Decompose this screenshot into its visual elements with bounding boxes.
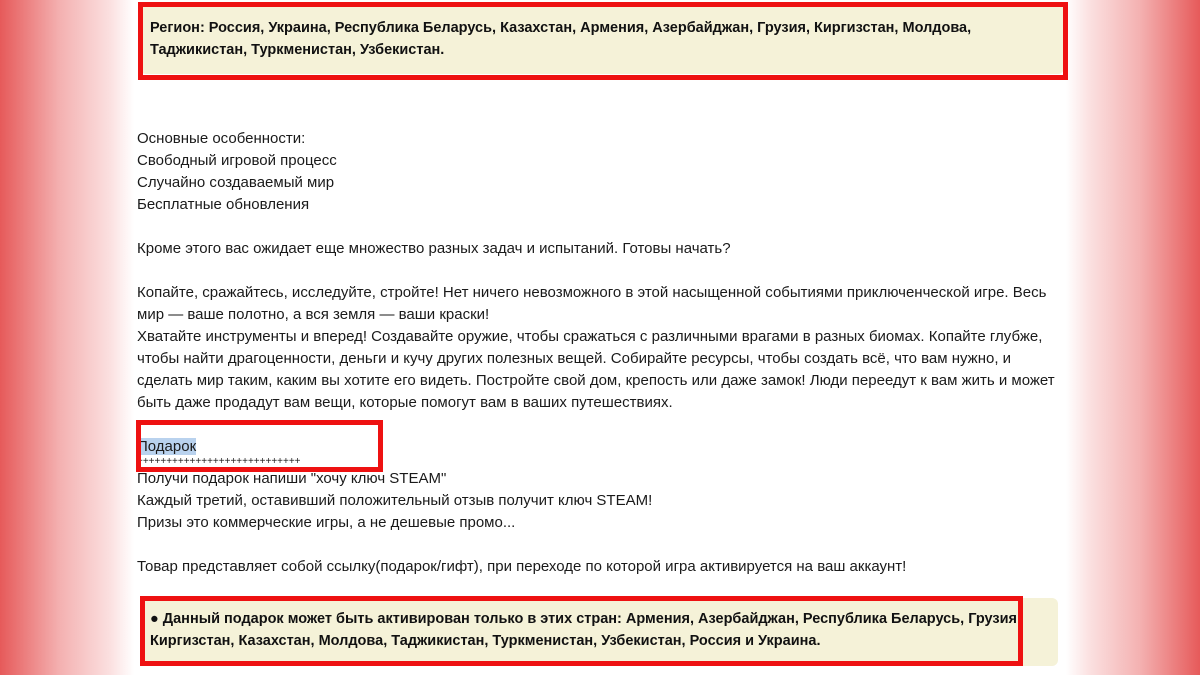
gift-label: Подарок xyxy=(137,438,197,455)
activation-highlight-frame xyxy=(140,596,1023,666)
description-paragraph: Хватайте инструменты и вперед! Создавайте оружие, чтобы сражаться с различными врагами в разных биомах. Копайте глубже, чтобы найти драгоценности, деньги и кучу других полезных вещей. Собирайте ресурсы, чтобы создать всё, что вам нужно, и сделать мир таким, каким вы хотите его видеть. Постройте свой дом, крепость или даже замок! Люди переедут к вам жить и может быть даже продадут вам вещи, которые помогут вам в ваших путешествиях. xyxy=(137,328,1055,411)
gift-line: Каждый третий, оставивший положительный отзыв получит ключ STEAM! xyxy=(137,492,653,509)
description-paragraph: Копайте, сражайтесь, исследуйте, стройте! Нет ничего невозможного в этой насыщенной событиями приключенческой игре. Весь мир — ваше полотно, а вся земля — ваши краски! xyxy=(137,284,1047,323)
feature-item: Случайно создаваемый мир xyxy=(137,174,335,191)
feature-item: Бесплатные обновления xyxy=(137,196,310,213)
activation-notice-text: ● Данный подарок может быть активирован только в этих стран: Армения, Азербайджан, Республика Беларусь, Грузия, Киргизстан, Казахстан, Молдова, Таджикистан, Туркменистан, Узбекистан, Россия и Украина. xyxy=(150,611,1022,649)
region-notice-text: Регион: Россия, Украина, Республика Беларусь, Казахстан, Армения, Азербайджан, Грузия, Киргизстан, Молдова, Таджикистан, Туркменистан, Узбекистан. xyxy=(150,20,972,58)
features-heading: Основные особенности: xyxy=(137,130,306,147)
product-description-page xyxy=(134,0,1066,675)
product-note: Товар представляет собой ссылку(подарок/гифт), при переходе по которой игра активируется на ваш аккаунт! xyxy=(137,558,907,575)
intro-text: Кроме этого вас ожидает еще множество разных задач и испытаний. Готовы начать? xyxy=(137,240,731,257)
gift-line: Призы это коммерческие игры, а не дешевые промо... xyxy=(137,514,516,531)
gift-line: Получи подарок напиши "хочу ключ STEAM" xyxy=(137,470,447,487)
description-body xyxy=(137,128,1059,578)
region-highlight-frame xyxy=(138,2,1068,80)
gift-highlight-frame xyxy=(136,420,383,472)
gift-separator: ++++++++++++++++++++++++++++ xyxy=(137,456,301,467)
feature-item: Свободный игровой процесс xyxy=(137,152,337,169)
